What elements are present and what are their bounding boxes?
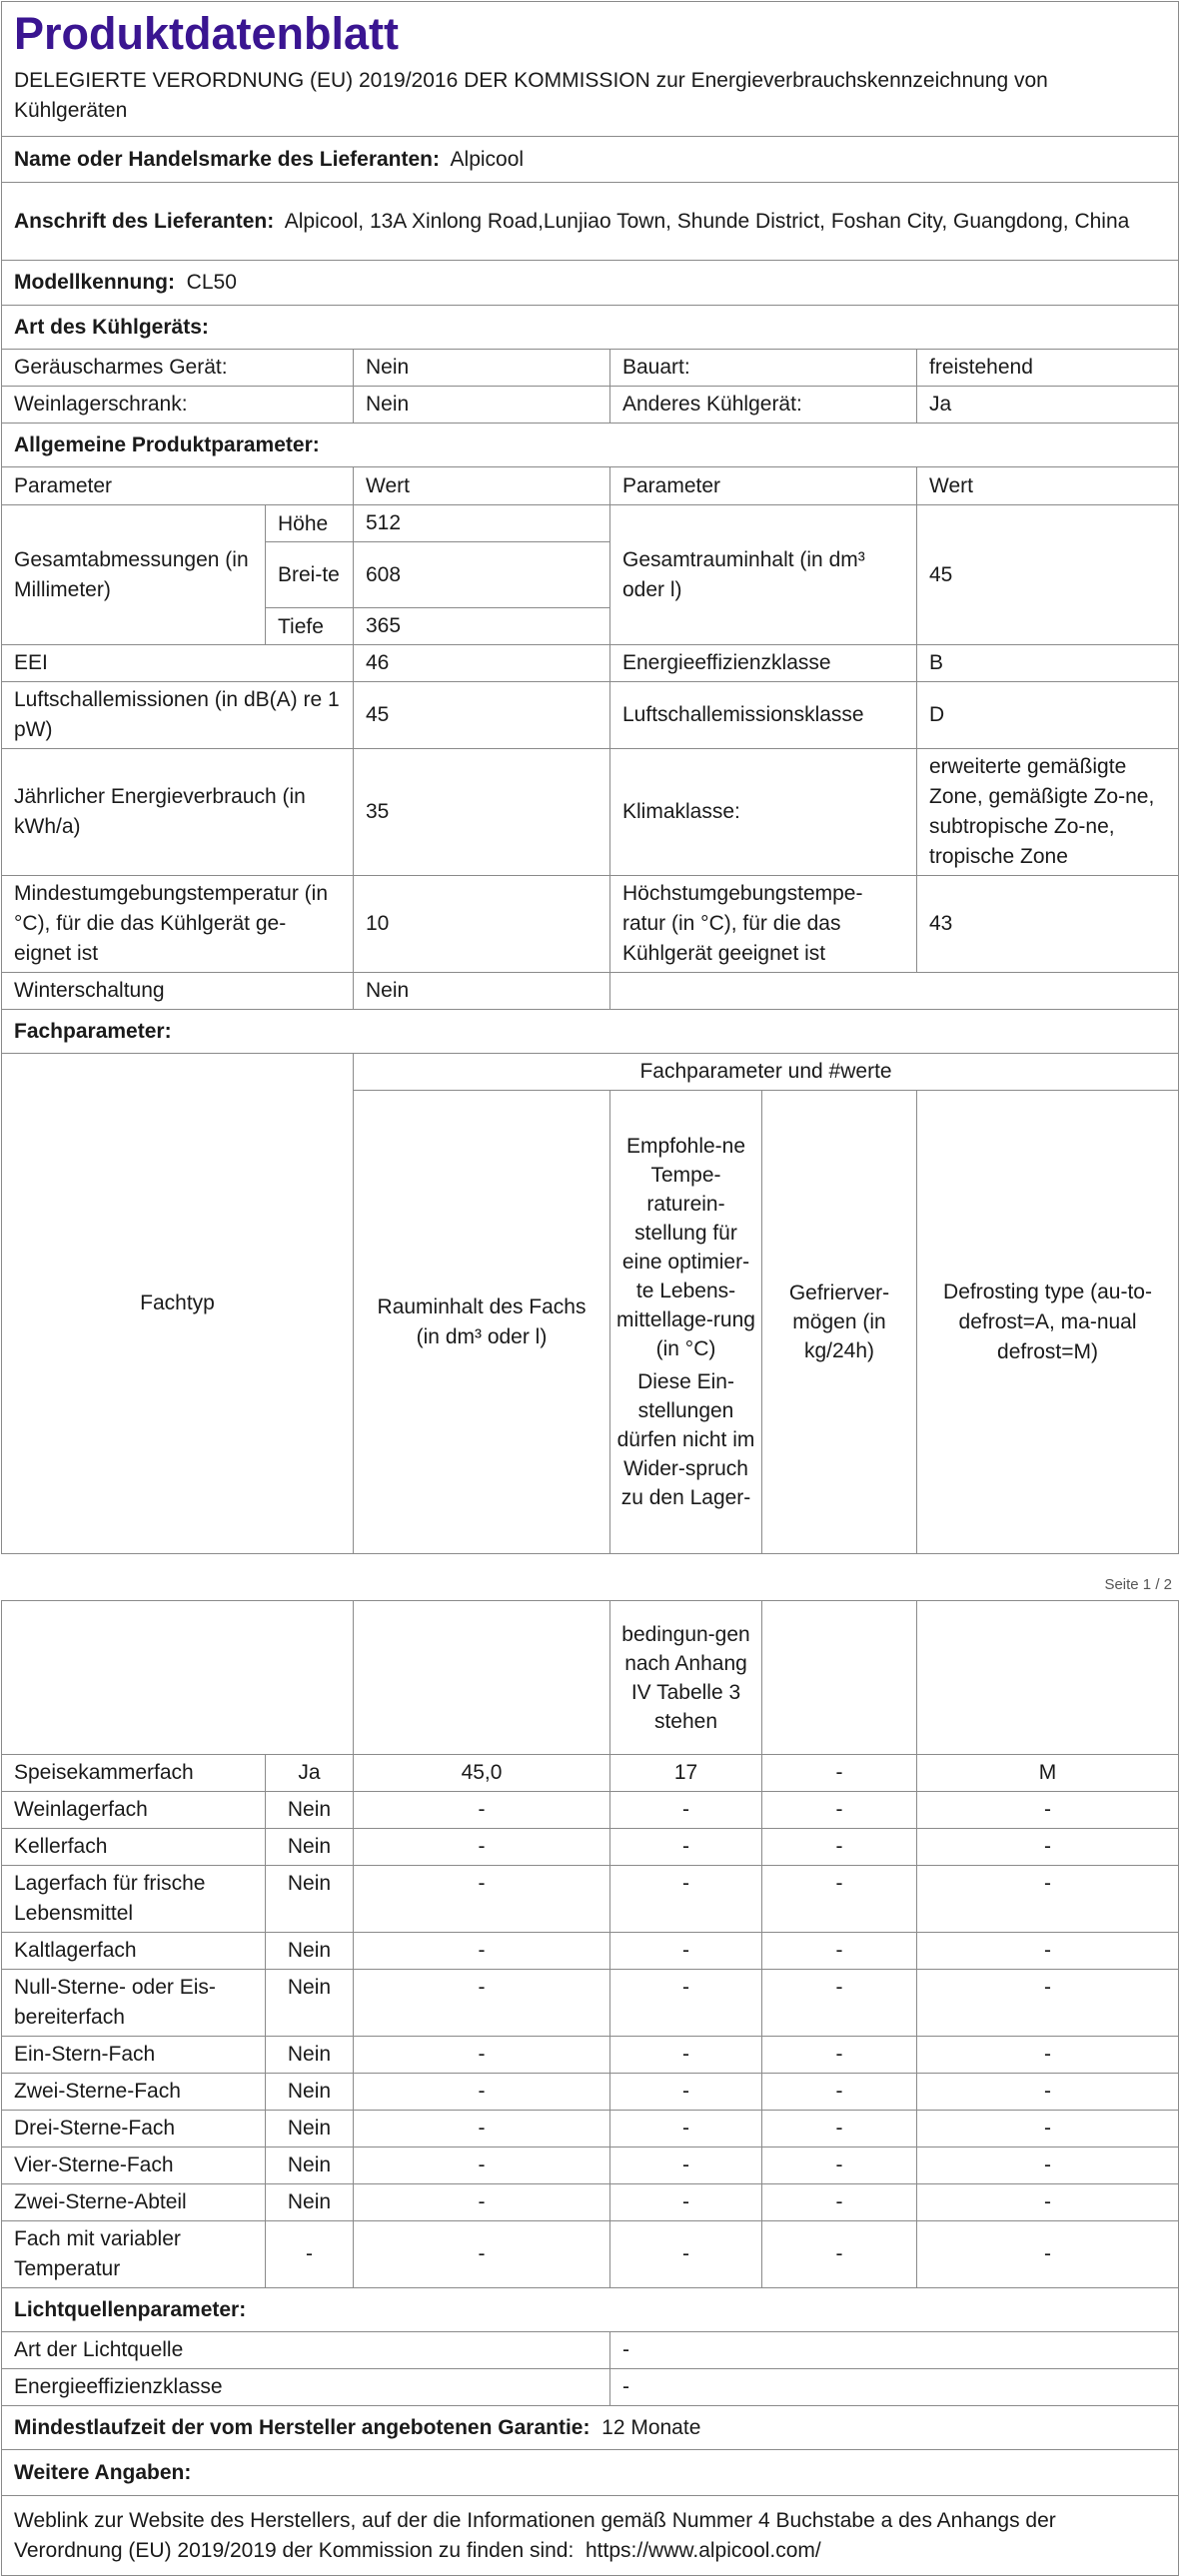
- light-type-value: -: [610, 2332, 1179, 2369]
- compartment-present: Nein: [266, 2074, 354, 2111]
- compartment-volume: -: [354, 1792, 610, 1829]
- table-row: [2, 2184, 1179, 2221]
- table-row: [2, 2074, 1179, 2111]
- col-parameter-1: Parameter: [2, 467, 354, 505]
- compartment-volume: -: [354, 2184, 610, 2221]
- compartment-freeze: -: [762, 2074, 917, 2111]
- compartment-defrost: -: [917, 2037, 1179, 2074]
- compartment-type: Null-Sterne- oder Eis-bereiterfach: [2, 1970, 266, 2037]
- energy-class-label: Energieeffizienzklasse: [610, 645, 917, 682]
- annual-consumption-label: Jährlicher Energieverbrauch (in kWh/a): [2, 749, 354, 876]
- noise-label: Luftschallemissionen (in dB(A) re 1 pW): [2, 682, 354, 749]
- col-compartment-type: Fachtyp: [2, 1054, 354, 1554]
- compartment-temp: -: [610, 1829, 762, 1866]
- compartment-freeze: -: [762, 2221, 917, 2288]
- col-defrosting-type-cont: [917, 1601, 1179, 1755]
- compartment-temp: -: [610, 2111, 762, 2147]
- height-label: Höhe: [266, 505, 354, 542]
- compartment-defrost: -: [917, 1933, 1179, 1970]
- design-type-label: Bauart:: [610, 350, 917, 387]
- compartment-freeze: -: [762, 2184, 917, 2221]
- compartment-temp: -: [610, 2147, 762, 2184]
- compartment-volume: -: [354, 2074, 610, 2111]
- low-noise-label: Geräuscharmes Gerät:: [2, 350, 354, 387]
- compartment-present: Nein: [266, 2147, 354, 2184]
- compartment-type: Drei-Sterne-Fach: [2, 2111, 266, 2147]
- noise-class-value: D: [917, 682, 1179, 749]
- compartment-defrost: -: [917, 2184, 1179, 2221]
- compartment-freeze: -: [762, 1933, 917, 1970]
- compartment-freeze: -: [762, 2111, 917, 2147]
- compartment-present: Nein: [266, 2037, 354, 2074]
- compartment-temp: 17: [610, 1755, 762, 1792]
- min-temp-label: Mindestumgebungstemperatur (in °C), für die das Kühlgerät ge-eignet ist: [2, 876, 354, 973]
- compartment-type: Kellerfach: [2, 1829, 266, 1866]
- datasheet-table-page-1: [1, 1, 1179, 1554]
- compartment-volume: -: [354, 1933, 610, 1970]
- col-value-2: Wert: [917, 467, 1179, 505]
- compartment-defrost: -: [917, 2147, 1179, 2184]
- compartment-volume: 45,0: [354, 1755, 610, 1792]
- table-row: [2, 1866, 1179, 1933]
- col-compartment-volume: Rauminhalt des Fachs (in dm³ oder l): [354, 1091, 610, 1554]
- supplier-name-value: Alpicool: [450, 147, 525, 171]
- table-row: [2, 2147, 1179, 2184]
- table-row: [2, 2037, 1179, 2074]
- table-row: [2, 1792, 1179, 1829]
- appliance-type-heading: Art des Kühlgeräts:: [2, 306, 1179, 350]
- page-2: [0, 1600, 1180, 2562]
- climate-class-value: erweiterte gemäßigte Zone, gemäßigte Zo-ne, subtropische Zo-ne, tropische Zone: [917, 749, 1179, 876]
- compartment-type: Zwei-Sterne-Fach: [2, 2074, 266, 2111]
- compartment-type: Kaltlagerfach: [2, 1933, 266, 1970]
- light-type-label: Art der Lichtquelle: [2, 2332, 610, 2369]
- more-info-text: Weblink zur Website des Herstellers, auf der die Informationen gemäß Nummer 4 Buchstabe a des Anhangs der Verordnung (EU) 2019/2019 der Kommission zu finden sind:: [14, 2508, 1056, 2562]
- noise-class-label: Luftschallemissionsklasse: [610, 682, 917, 749]
- compartment-params-heading: Fachparameter:: [2, 1010, 1179, 1054]
- compartment-temp: -: [610, 1933, 762, 1970]
- height-value: 512: [354, 505, 610, 542]
- compartment-present: Nein: [266, 2111, 354, 2147]
- compartment-defrost: -: [917, 1866, 1179, 1933]
- compartment-type: Lagerfach für frische Lebensmittel: [2, 1866, 266, 1933]
- compartment-present: Nein: [266, 1970, 354, 2037]
- page-number: Seite 1 / 2: [1104, 1576, 1172, 1593]
- winter-switch-label: Winterschaltung: [2, 973, 354, 1010]
- compartment-freeze: -: [762, 1829, 917, 1866]
- col-defrosting-type: Defrosting type (au-to-defrost=A, ma-nual defrost=M): [917, 1091, 1179, 1554]
- supplier-address-row: [2, 183, 1179, 261]
- col-recommended-temp-part3: bedingun-gen nach Anhang IV Tabelle 3 stehen: [610, 1601, 762, 1755]
- table-row: [2, 1933, 1179, 1970]
- model-label: Modellkennung:: [14, 271, 175, 294]
- table-row: [2, 2111, 1179, 2147]
- supplier-name-row: [2, 137, 1179, 183]
- compartment-present: Ja: [266, 1755, 354, 1792]
- compartment-temp: -: [610, 2074, 762, 2111]
- light-source-heading: Lichtquellenparameter:: [2, 2288, 1179, 2332]
- min-temp-value: 10: [354, 876, 610, 973]
- compartment-freeze: -: [762, 2037, 917, 2074]
- more-info-heading: Weitere Angaben:: [2, 2450, 1179, 2496]
- col-compartment-type-cont: [2, 1601, 354, 1755]
- compartment-volume: -: [354, 1829, 610, 1866]
- col-recommended-temp: [610, 1091, 762, 1554]
- depth-value: 365: [354, 608, 610, 645]
- compartment-type: Weinlagerfach: [2, 1792, 266, 1829]
- climate-class-label: Klimaklasse:: [610, 749, 917, 876]
- table-row: [2, 2221, 1179, 2288]
- compartment-temp: -: [610, 1866, 762, 1933]
- supplier-address-value: Alpicool, 13A Xinlong Road,Lunjiao Town, Shunde District, Foshan City, Guangdong, China: [284, 209, 1130, 233]
- table-row: [2, 1970, 1179, 2037]
- compartment-temp: -: [610, 1792, 762, 1829]
- compartment-freeze: -: [762, 1792, 917, 1829]
- col-compartment-volume-cont: [354, 1601, 610, 1755]
- eei-value: 46: [354, 645, 610, 682]
- supplier-name-label: Name oder Handelsmarke des Lieferanten:: [14, 147, 440, 171]
- width-label: Brei-te: [266, 542, 354, 608]
- light-energy-class-label: Energieeffizienzklasse: [2, 2369, 610, 2406]
- compartment-freeze: -: [762, 2147, 917, 2184]
- supplier-address-label: Anschrift des Lieferanten:: [14, 209, 275, 233]
- total-volume-value: 45: [917, 505, 1179, 645]
- compartment-type: Speisekammerfach: [2, 1755, 266, 1792]
- col-compartment-group: Fachparameter und #werte: [354, 1054, 1179, 1091]
- compartment-present: Nein: [266, 1933, 354, 1970]
- compartment-type: Ein-Stern-Fach: [2, 2037, 266, 2074]
- warranty-row: [2, 2406, 1179, 2450]
- compartment-type: Vier-Sterne-Fach: [2, 2147, 266, 2184]
- noise-value: 45: [354, 682, 610, 749]
- compartment-present: Nein: [266, 1792, 354, 1829]
- wine-cabinet-label: Weinlagerschrank:: [2, 387, 354, 424]
- depth-label: Tiefe: [266, 608, 354, 645]
- model-value: CL50: [186, 271, 237, 294]
- warranty-label: Mindestlaufzeit der vom Hersteller angebotenen Garantie:: [14, 2415, 590, 2439]
- other-appliance-label: Anderes Kühlgerät:: [610, 387, 917, 424]
- col-recommended-temp-part2: Diese Ein-stellungen dürfen nicht im Wider-spruch zu den Lager-: [616, 1370, 755, 1509]
- compartment-temp: -: [610, 2184, 762, 2221]
- col-parameter-2: Parameter: [610, 467, 917, 505]
- general-params-heading: Allgemeine Produktparameter:: [2, 424, 1179, 467]
- total-volume-label: Gesamtrauminhalt (in dm³ oder l): [610, 505, 917, 645]
- other-appliance-value: Ja: [917, 387, 1179, 424]
- dimensions-label: Gesamtabmessungen (in Millimeter): [2, 505, 266, 645]
- annual-consumption-value: 35: [354, 749, 610, 876]
- compartment-present: Nein: [266, 1866, 354, 1933]
- low-noise-value: Nein: [354, 350, 610, 387]
- compartment-temp: -: [610, 1970, 762, 2037]
- energy-class-value: B: [917, 645, 1179, 682]
- compartment-volume: -: [354, 2037, 610, 2074]
- datasheet-table-page-2: [1, 1600, 1179, 2576]
- compartment-defrost: M: [917, 1755, 1179, 1792]
- compartment-defrost: -: [917, 1829, 1179, 1866]
- max-temp-value: 43: [917, 876, 1179, 973]
- more-info-row: [2, 2496, 1179, 2576]
- winter-switch-value: Nein: [354, 973, 610, 1010]
- compartment-freeze: -: [762, 1866, 917, 1933]
- table-row: [2, 1829, 1179, 1866]
- compartment-defrost: -: [917, 1970, 1179, 2037]
- compartment-volume: -: [354, 2111, 610, 2147]
- compartment-present: Nein: [266, 2184, 354, 2221]
- empty-cell: [610, 973, 1179, 1010]
- compartment-type: Fach mit variabler Temperatur: [2, 2221, 266, 2288]
- eei-label: EEI: [2, 645, 354, 682]
- page-title: Produktdatenblatt: [14, 8, 400, 59]
- compartment-defrost: -: [917, 1792, 1179, 1829]
- compartment-defrost: -: [917, 2221, 1179, 2288]
- compartment-volume: -: [354, 2221, 610, 2288]
- header-cell: [2, 2, 1179, 137]
- page-break: [0, 1560, 1180, 1600]
- col-freezing-capacity: Gefrierver-mögen (in kg/24h): [762, 1091, 917, 1554]
- compartment-present: Nein: [266, 1829, 354, 1866]
- compartment-temp: -: [610, 2037, 762, 2074]
- model-row: [2, 261, 1179, 306]
- compartment-temp: -: [610, 2221, 762, 2288]
- manufacturer-link[interactable]: https://www.alpicool.com/: [586, 2538, 821, 2562]
- wine-cabinet-value: Nein: [354, 387, 610, 424]
- compartment-type: Zwei-Sterne-Abteil: [2, 2184, 266, 2221]
- compartment-defrost: -: [917, 2074, 1179, 2111]
- compartment-defrost: -: [917, 2111, 1179, 2147]
- compartment-volume: -: [354, 1970, 610, 2037]
- compartment-volume: -: [354, 1866, 610, 1933]
- light-energy-class-value: -: [610, 2369, 1179, 2406]
- table-row: [2, 1755, 1179, 1792]
- compartment-freeze: -: [762, 1755, 917, 1792]
- col-freezing-capacity-cont: [762, 1601, 917, 1755]
- compartment-present: -: [266, 2221, 354, 2288]
- warranty-value: 12 Monate: [601, 2415, 701, 2439]
- col-recommended-temp-part1: Empfohle-ne Tempe-raturein-stellung für eine optimier-te Lebens-mittellage-rung (in °C): [616, 1135, 755, 1360]
- design-type-value: freistehend: [917, 350, 1179, 387]
- regulation-text: DELEGIERTE VERORDNUNG (EU) 2019/2016 DER KOMMISSION zur Energieverbrauchskennzeichnung von Kühlgeräten: [14, 69, 1048, 122]
- col-value-1: Wert: [354, 467, 610, 505]
- compartment-volume: -: [354, 2147, 610, 2184]
- max-temp-label: Höchstumgebungstempe-ratur (in °C), für die das Kühlgerät geeignet ist: [610, 876, 917, 973]
- compartment-freeze: -: [762, 1970, 917, 2037]
- width-value: 608: [354, 542, 610, 608]
